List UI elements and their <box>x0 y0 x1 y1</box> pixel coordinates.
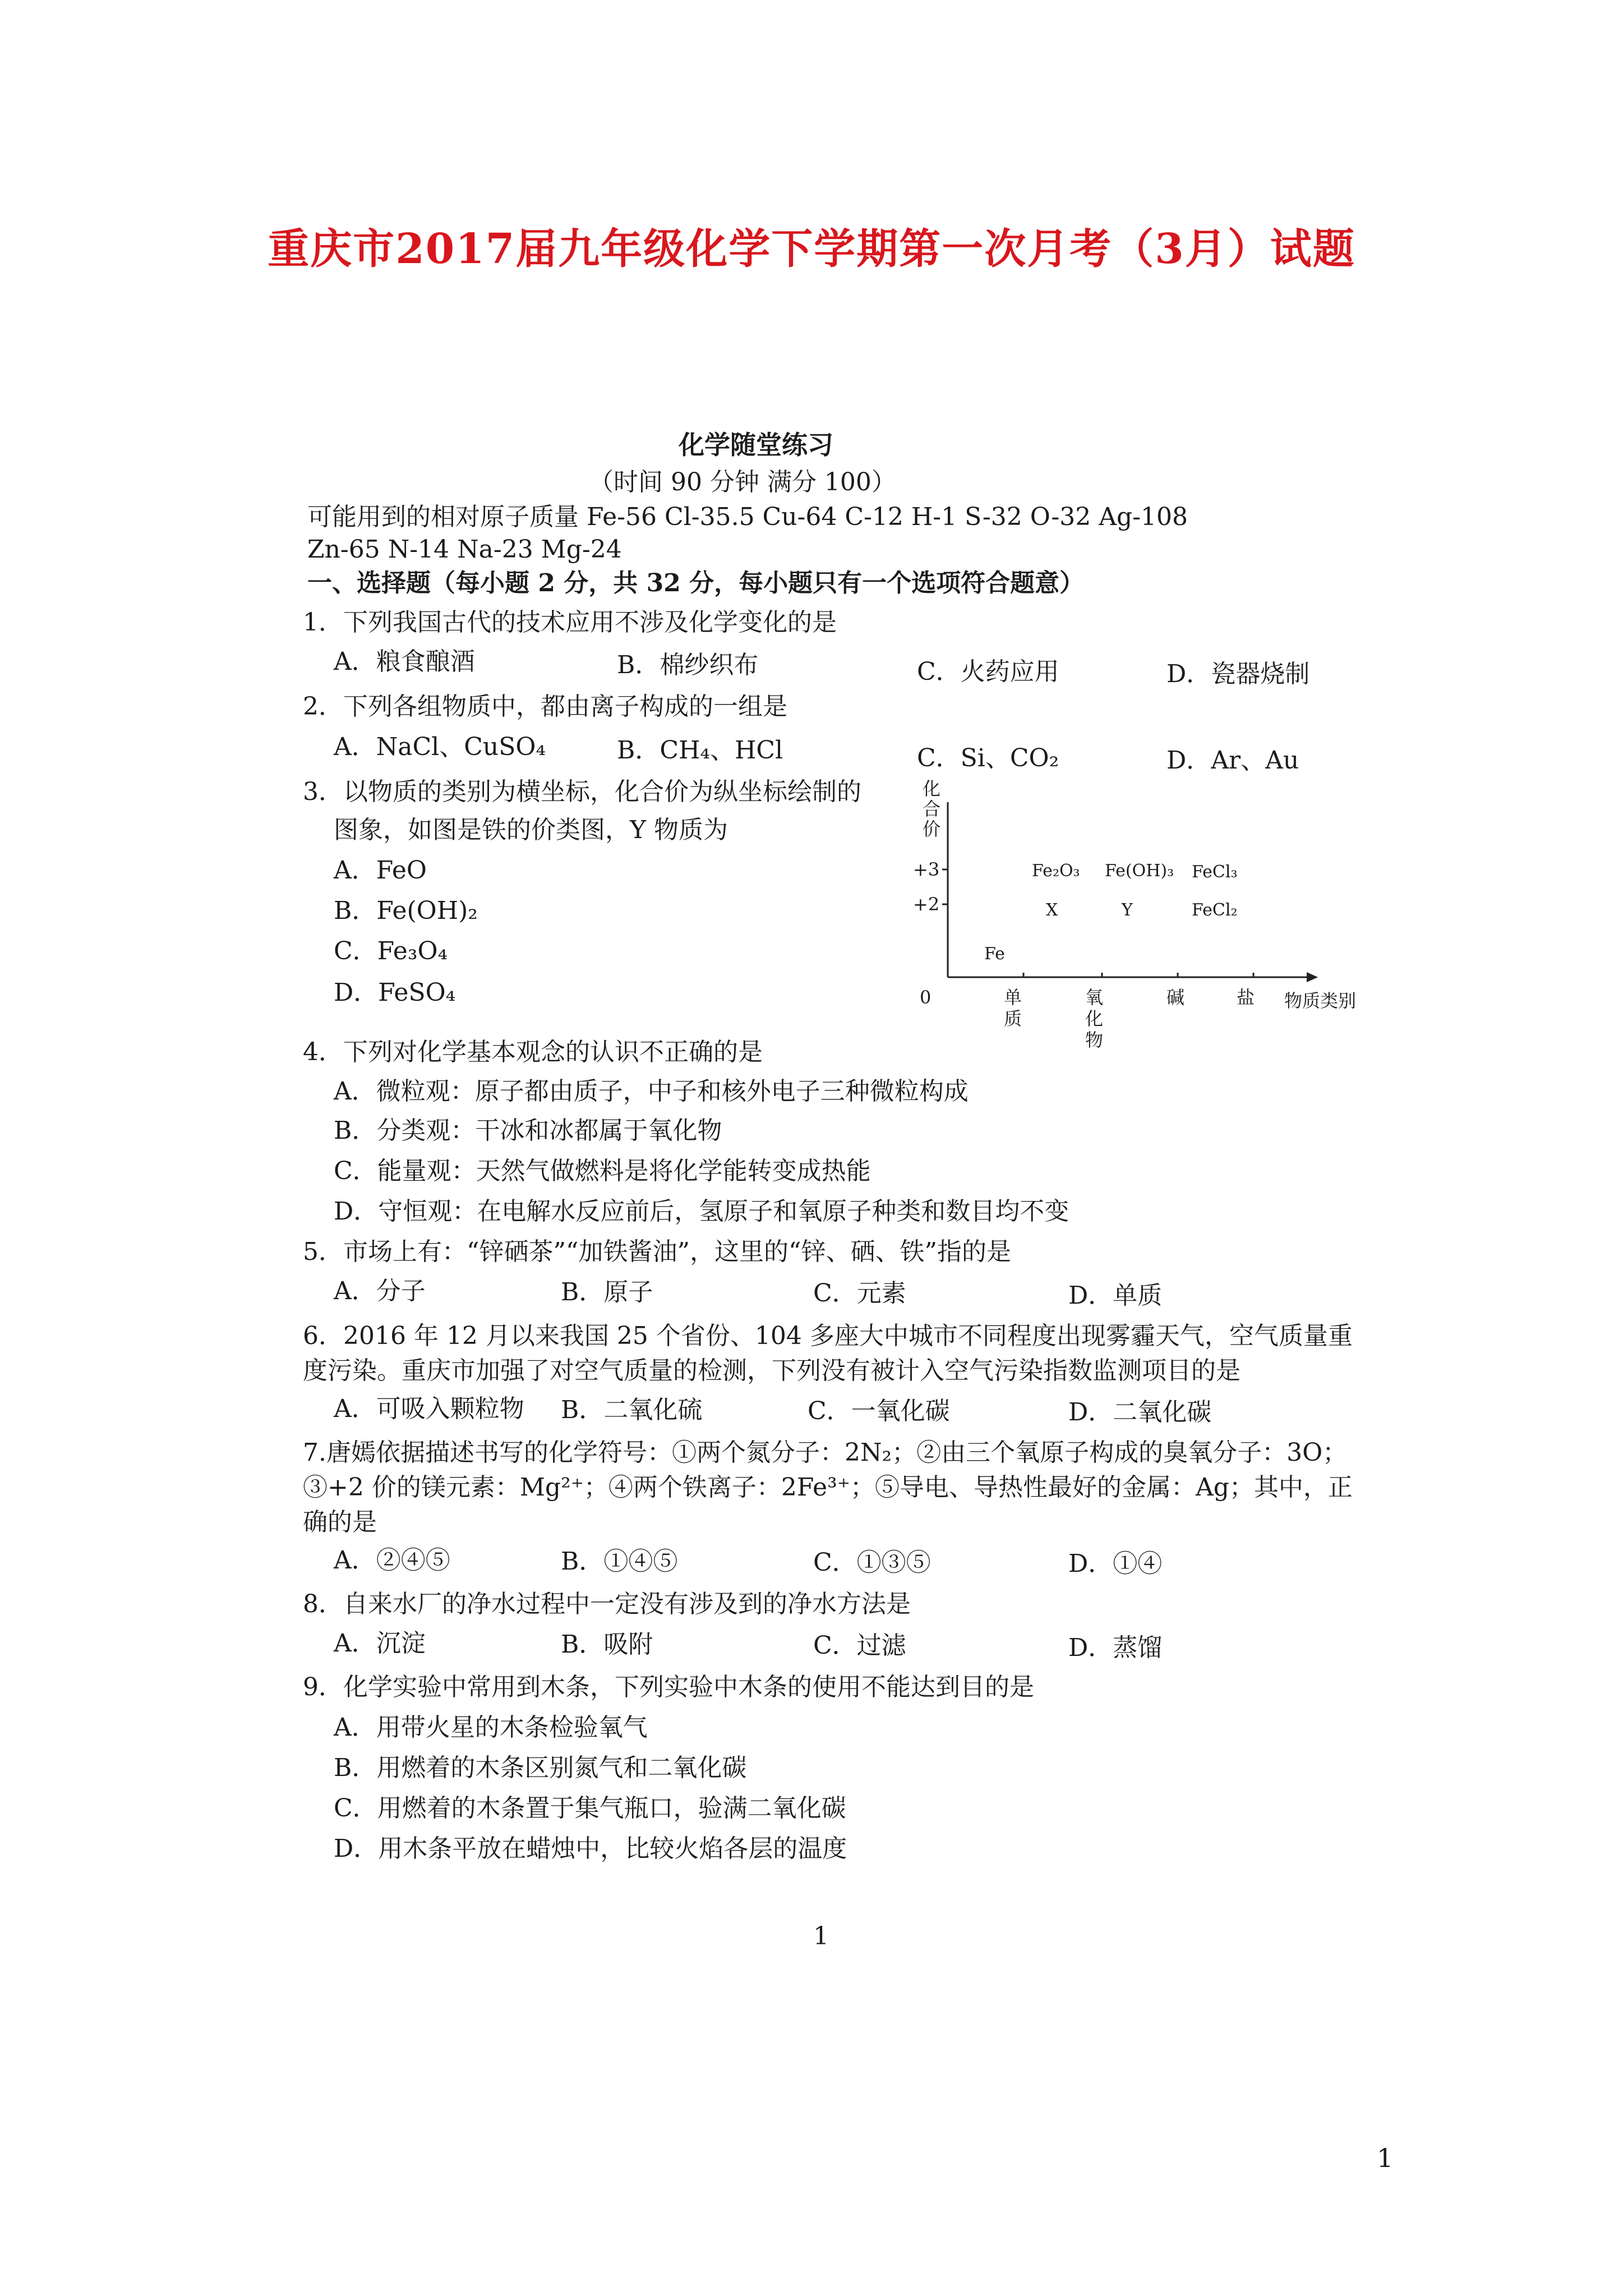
x-cat-2-char-3: 物 <box>1085 1029 1104 1051</box>
x-cat-1-char-1: 单 <box>1004 987 1022 1008</box>
q1-option-b: B．棉纱织布 <box>617 651 759 679</box>
q5-option-c: C．元素 <box>813 1279 906 1308</box>
q8-option-a: A．沉淀 <box>334 1629 426 1658</box>
point-feoh3: Fe(OH)₃ <box>1105 861 1174 881</box>
q6-option-a: A．可吸入颗粒物 <box>334 1395 524 1423</box>
x-axis-label: 物质类别 <box>1284 990 1357 1011</box>
q4-option-c: C．能量观：天然气做燃料是将化学能转变成热能 <box>334 1157 871 1185</box>
q3-option-a: A．FeO <box>334 856 427 885</box>
q9-option-c: C．用燃着的木条置于集气瓶口，验满二氧化碳 <box>334 1794 846 1823</box>
q6-option-b: B．二氧化硫 <box>561 1396 703 1424</box>
q6-option-c: C．一氧化碳 <box>808 1397 950 1425</box>
q4-option-a: A．微粒观：原子都由质子，中子和核外电子三种微粒构成 <box>334 1077 969 1106</box>
x-cat-4: 盐 <box>1237 987 1255 1008</box>
scanned-exam-page <box>292 387 1385 2047</box>
question-7-stem-line1: 7.唐嫣依据描述书写的化学符号：①两个氮分子：2N₂；②由三个氧原子构成的臭氧分子：3O； <box>303 1438 1348 1467</box>
question-6-stem-line2: 度污染。重庆市加强了对空气质量的检测，下列没有被计入空气污染指数监测项目的是 <box>303 1356 1241 1385</box>
q2-option-d: D．Ar、Au <box>1166 746 1299 775</box>
question-7-stem-line2: ③+2 价的镁元素：Mg²⁺；④两个铁离子：2Fe³⁺；⑤导电、导热性最好的金属：Ag；其中，正 <box>303 1473 1353 1502</box>
section-heading: 一、选择题（每小题 2 分，共 32 分，每小题只有一个选项符合题意） <box>307 569 1085 597</box>
exam-title: 化学随堂练习 <box>679 430 833 460</box>
q9-option-a: A．用带火星的木条检验氧气 <box>334 1713 648 1742</box>
x-cat-3: 碱 <box>1166 987 1185 1008</box>
q7-option-d: D．①④ <box>1068 1549 1163 1578</box>
x-cat-2-char-1: 氧 <box>1085 987 1104 1008</box>
question-2-stem: 2．下列各组物质中，都由离子构成的一组是 <box>303 692 787 721</box>
question-3-stem-line1: 3．以物质的类别为横坐标，化合价为纵坐标绘制的 <box>303 777 861 806</box>
q8-option-b: B．吸附 <box>561 1630 653 1659</box>
atomic-masses-line1: 可能用到的相对原子质量 Fe-56 Cl-35.5 Cu-64 C-12 H-1 S-32 O-32 Ag-108 <box>307 503 1188 531</box>
point-y: Y <box>1122 900 1133 920</box>
question-7-stem-line3: 确的是 <box>303 1508 377 1536</box>
q4-option-d: D．守恒观：在电解水反应前后，氢原子和氧原子种类和数目均不变 <box>334 1197 1069 1226</box>
point-x: X <box>1046 900 1058 920</box>
q8-option-c: C．过滤 <box>813 1631 906 1660</box>
y-tick-plus3: +3 <box>913 859 940 880</box>
x-cat-1-char-2: 质 <box>1004 1008 1022 1029</box>
point-fecl2: FeCl₂ <box>1192 900 1238 920</box>
q7-option-b: B．①④⑤ <box>561 1547 678 1576</box>
question-9-stem: 9．化学实验中常用到木条，下列实验中木条的使用不能达到目的是 <box>303 1673 1034 1701</box>
y-label-char-2: 合 <box>923 798 941 820</box>
q2-option-b: B．CH₄、HCl <box>617 736 783 765</box>
q3-option-d: D．FeSO₄ <box>334 978 456 1007</box>
origin-label: 0 <box>920 987 932 1008</box>
x-cat-2-char-2: 化 <box>1085 1008 1104 1029</box>
question-5-stem: 5．市场上有：“锌硒茶”“加铁酱油”，这里的“锌、硒、铁”指的是 <box>303 1237 1011 1266</box>
q3-option-c: C．Fe₃O₄ <box>334 937 448 965</box>
q8-option-d: D．蒸馏 <box>1068 1634 1163 1662</box>
q2-option-a: A．NaCl、CuSO₄ <box>334 733 546 761</box>
q1-option-a: A．粮食酿酒 <box>334 647 475 676</box>
q5-option-d: D．单质 <box>1068 1281 1163 1310</box>
atomic-masses-line2: Zn-65 N-14 Na-23 Mg-24 <box>307 535 622 564</box>
q2-option-c: C．Si、CO₂ <box>917 744 1059 772</box>
question-8-stem: 8．自来水厂的净水过程中一定没有涉及到的净水方法是 <box>303 1590 911 1618</box>
q5-option-b: B．原子 <box>561 1278 653 1306</box>
question-4-stem: 4．下列对化学基本观念的认识不正确的是 <box>303 1038 763 1066</box>
q1-option-d: D．瓷器烧制 <box>1166 660 1310 688</box>
x-axis-arrow <box>1307 972 1318 982</box>
point-fe2o3: Fe₂O₃ <box>1032 861 1080 881</box>
question-1-stem: 1．下列我国古代的技术应用不涉及化学变化的是 <box>303 608 837 637</box>
q1-option-c: C．火药应用 <box>917 657 1059 686</box>
exam-subtitle: （时间 90 分钟 满分 100） <box>589 468 896 496</box>
y-label-char-1: 化 <box>923 778 941 799</box>
point-fecl3: FeCl₃ <box>1192 862 1238 882</box>
y-tick-plus2: +2 <box>913 894 940 915</box>
document-title: 重庆市2017届九年级化学下学期第一次月考（3月）试题 <box>268 225 1355 273</box>
q6-option-d: D．二氧化碳 <box>1068 1398 1212 1427</box>
q3-option-b: B．Fe(OH)₂ <box>334 896 478 925</box>
q7-option-a: A．②④⑤ <box>334 1546 450 1575</box>
inner-page-number: 1 <box>813 1922 829 1950</box>
iron-valence-chart <box>886 778 1368 1051</box>
q9-option-d: D．用木条平放在蜡烛中，比较火焰各层的温度 <box>334 1834 847 1863</box>
point-fe: Fe <box>984 944 1005 964</box>
q9-option-b: B．用燃着的木条区别氮气和二氧化碳 <box>334 1754 747 1782</box>
q4-option-b: B．分类观：干冰和冰都属于氧化物 <box>334 1116 722 1145</box>
outer-page-number: 1 <box>1377 2143 1394 2173</box>
q7-option-c: C．①③⑤ <box>813 1548 931 1577</box>
q5-option-a: A．分子 <box>334 1277 426 1305</box>
question-6-stem-line1: 6．2016 年 12 月以来我国 25 个省份、104 多座大中城市不同程度出现雾霾天气，空气质量重 <box>303 1322 1353 1350</box>
y-label-char-3: 价 <box>923 818 941 840</box>
question-3-stem-line2: 图象，如图是铁的价类图，Y 物质为 <box>334 816 728 844</box>
